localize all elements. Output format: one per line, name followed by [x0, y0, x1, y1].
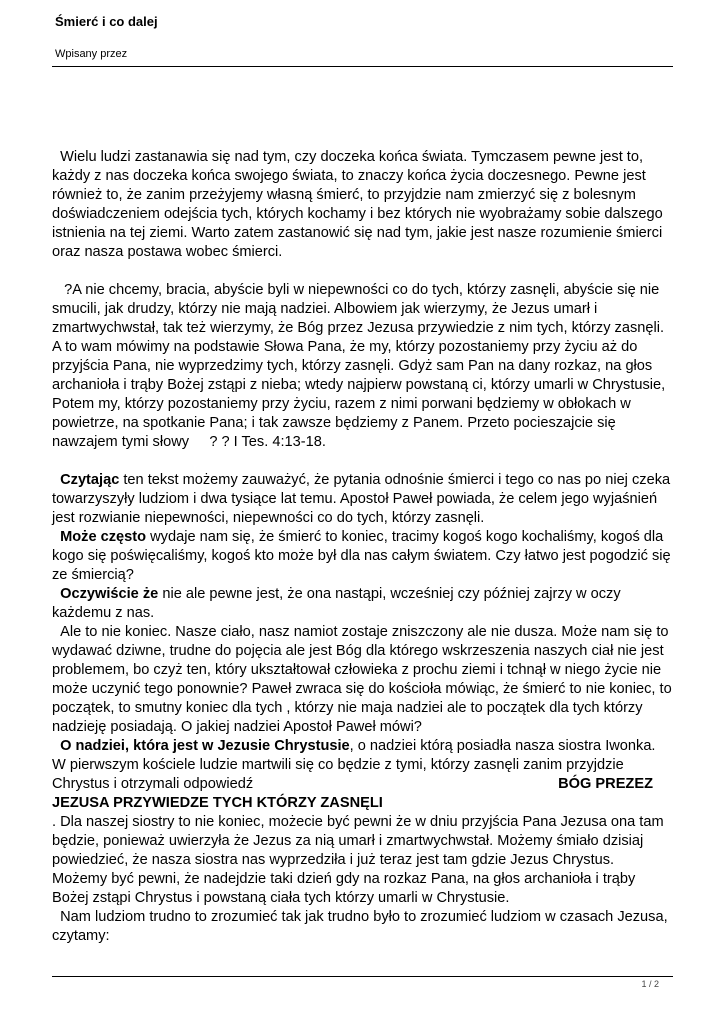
bold-lead-hope: O nadziei, która jest w Jezusie Chrystusie [60, 738, 350, 754]
paragraph-sister: . Dla naszej siostry to nie koniec, możecie być pewni że w dniu przyjścia Pana Jezusa ona tam będzie, ponieważ uwierzyła że Jezus za nią umarł i zmartwychwstał. Możemy śmiało dzisiaj powiedzieć, że nasza siostra nas wyprzedziła i już teraz jest tam gdzie Jezus Chrystus. Możemy być pewni, że nadejdzie taki dzień gdy na rozkaz Pana, na głos archanioła i trąby Bożej zstąpi Chrystus i powstaną ciała tych którzy umarli w Chrystusie. [52, 814, 668, 906]
article-body [52, 148, 676, 946]
author-label: Wpisany przez [55, 48, 128, 60]
answer-bold-line: JEZUSA PRZYWIEDZE TYCH KTÓRZY ZASNĘLI [52, 795, 383, 811]
header-divider [52, 66, 673, 67]
paragraph-first-church-line1: W pierwszym kościele ludzie martwili się co będzie z tymi, którzy zasnęli zanim przyjdzie [52, 757, 624, 773]
paragraph-perhaps-text: wydaje nam się, że śmierć to koniec, tracimy kogoś kogo kochaliśmy, kogoś dla kogo się poświęcaliśmy, kogoś kto może był dla nas całym światem. Czy łatwo jest pogodzić się ze śmiercią? [52, 529, 675, 583]
answer-intro-text: Chrystus i otrzymali odpowiedź [52, 776, 254, 792]
paragraph-certainly-text: nie ale pewne jest, że ona nastąpi, wcześniej czy później zajrzy w oczy każdemu z nas. [52, 586, 625, 621]
footer-divider [52, 976, 673, 977]
paragraph-reading-text: ten tekst możemy zauważyć, że pytania odnośnie śmierci i tego co nas po niej czeka towarzyszyły ludziom i dwa tysiące lat temu. Apostoł Paweł powiada, że celem jego wyjaśnień jest rozwianie niepewności, niepewności co do tych, którzy zasnęli. [52, 472, 675, 526]
paragraph-hard-to-understand: Nam ludziom trudno to zrozumieć tak jak trudno było to zrozumieć ludziom w czasach Jezusa, czytamy: [52, 909, 672, 944]
paragraph-spacer [52, 262, 673, 281]
bold-lead-certainly: Oczywiście że [60, 586, 159, 602]
document-title: Śmierć i co dalej [55, 14, 158, 29]
paragraph-spacer [52, 452, 673, 471]
paragraph-not-the-end: Ale to nie koniec. Nasze ciało, nasz namiot zostaje zniszczony ale nie dusza. Może nam się to wydawać dziwne, trudne do pojęcia ale jest Bóg dla którego wskrzeszenia naszych ciał nie jest problemem, bo czyż ten, który ukształtował człowieka z prochu ziemi i tchnął w niego życie nie może uczynić tego ponownie? Paweł zwraca się do kościoła mówiąc, że śmierć to nie koniec, to początek, to smutny koniec dla tych , którzy nie maja nadziei ale to początek dla tych którzy nadzieję posiadają. O jakiej nadziei Apostoł Paweł mówi? [52, 624, 676, 735]
paragraph-scripture-quote: ?A nie chcemy, bracia, abyście byli w niepewności co do tych, którzy zasnęli, abyście się nie smucili, jak drudzy, którzy nie mają nadziei. Albowiem jak wierzymy, że Jezus umarł i zmartwychwstał, tak też wierzymy, że Bóg przez Jezusa przywiedzie z nim tych, którzy zasnęli. A to wam mówimy na podstawie Słowa Pana, że my, którzy pozostaniemy przy życiu aż do przyjścia Pana, nie wyprzedzimy tych, którzy zasnęli. Gdyż sam Pan na dany rozkaz, na głos archanioła i trąby Bożej zstąpi z nieba; wtedy najpierw powstaną ci, którzy umarli w Chrystusie, Potem my, którzy pozostaniemy przy życiu, razem z nimi porwani będziemy w obłokach w powietrze, na spotkanie Pana; i tak zawsze będziemy z Panem. Przeto pocieszajcie się nawzajem tymi słowy ? ? I Tes. 4:13-18. [52, 282, 670, 450]
paragraph-hope [52, 737, 673, 756]
page-number: 1 / 2 [641, 979, 659, 989]
paragraph-first-church-line2 [52, 775, 673, 794]
answer-bold-start: BÓG PREZEZ [558, 776, 653, 792]
paragraph-certainly [52, 585, 673, 623]
paragraph-intro: Wielu ludzi zastanawia się nad tym, czy doczeka końca świata. Tymczasem pewne jest to, każdy z nas doczeka końca swojego świata, to znaczy końca życia doczesnego. Pewne jest również to, że zanim przeżyjemy własną śmierć, to przyjdzie nam zmierzyć się z bolesnym doświadczeniem odejścia tych, których kochamy i bez których nie wyobrażamy sobie dalszego istnienia na tej ziemi. Warto zatem zastanowić się nad tym, jakie jest nasze rozumienie śmierci oraz nasza postawa wobec śmierci. [52, 149, 667, 260]
bold-lead-reading: Czytając [60, 472, 120, 488]
paragraph-hope-text: , o nadziei którą posiadła nasza siostra Iwonka. [349, 738, 656, 754]
paragraph-reading [52, 471, 673, 528]
paragraph-perhaps [52, 528, 673, 585]
bold-lead-perhaps: Może często [60, 529, 147, 545]
